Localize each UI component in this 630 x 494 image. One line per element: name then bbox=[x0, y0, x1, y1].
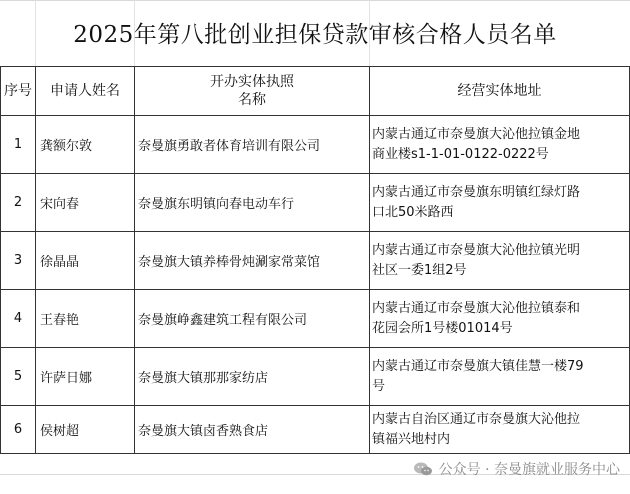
cell-address bbox=[370, 116, 630, 174]
cell-address bbox=[370, 232, 630, 290]
address-line2: 社区一委1组2号 bbox=[372, 262, 467, 278]
address-line2: 口北50米路西 bbox=[372, 204, 454, 220]
table-row bbox=[1, 290, 630, 348]
address-line1: 内蒙古通辽市奈曼旗大沁他拉镇金地 bbox=[372, 126, 581, 142]
address-line1: 内蒙古通辽市奈曼旗东明镇红绿灯路 bbox=[372, 184, 581, 200]
header-entity-line2: 名称 bbox=[238, 92, 266, 108]
address-line2: 镇福兴地村内 bbox=[372, 431, 451, 447]
cell-no: 4 bbox=[1, 290, 36, 348]
header-address: 经营实体地址 bbox=[370, 67, 630, 116]
cell-entity: 奈曼旗大镇养棒骨炖涮家常菜馆 bbox=[135, 232, 370, 290]
address-line2: 花园会所1号楼01014号 bbox=[372, 320, 513, 336]
address-line2: 商业楼s1-1-01-0122-0222号 bbox=[372, 146, 549, 162]
cell-address bbox=[370, 174, 630, 232]
header-entity-line1: 开办实体执照 bbox=[210, 74, 294, 90]
cell-entity: 奈曼旗峥鑫建筑工程有限公司 bbox=[135, 290, 370, 348]
table-row bbox=[1, 406, 630, 454]
address-line1: 内蒙古通辽市奈曼旗大沁他拉镇泰和 bbox=[372, 300, 581, 316]
cell-name: 许萨日娜 bbox=[36, 348, 135, 406]
cell-name: 龚额尔敦 bbox=[36, 116, 135, 174]
cell-no: 2 bbox=[1, 174, 36, 232]
grid-line-top bbox=[0, 0, 630, 1]
cell-entity: 奈曼旗东明镇向春电动车行 bbox=[135, 174, 370, 232]
watermark-text: 公众号 · 奈曼旗就业服务中心 bbox=[438, 462, 620, 478]
header-entity bbox=[135, 67, 370, 116]
cell-address bbox=[370, 406, 630, 454]
address-line2: 号 bbox=[372, 378, 386, 394]
address-line1: 内蒙古自治区通辽市奈曼旗大沁他拉 bbox=[372, 411, 581, 427]
cell-entity: 奈曼旗大镇卤香熟食店 bbox=[135, 406, 370, 454]
table-header-row bbox=[1, 67, 630, 116]
table-row bbox=[1, 232, 630, 290]
header-no: 序号 bbox=[1, 67, 36, 116]
cell-no: 3 bbox=[1, 232, 36, 290]
header-name: 申请人姓名 bbox=[36, 67, 135, 116]
cell-name: 徐晶晶 bbox=[36, 232, 135, 290]
watermark bbox=[413, 458, 620, 480]
cell-entity: 奈曼旗大镇那那家纺店 bbox=[135, 348, 370, 406]
cell-name: 王春艳 bbox=[36, 290, 135, 348]
cell-address bbox=[370, 290, 630, 348]
document-title: 2025年第八批创业担保贷款审核合格人员名单 bbox=[73, 22, 557, 48]
cell-entity: 奈曼旗勇敢者体育培训有限公司 bbox=[135, 116, 370, 174]
cell-name: 宋向春 bbox=[36, 174, 135, 232]
cell-name: 侯树超 bbox=[36, 406, 135, 454]
cell-address bbox=[370, 348, 630, 406]
cell-no: 1 bbox=[1, 116, 36, 174]
wechat-icon bbox=[413, 461, 433, 477]
table-row bbox=[1, 174, 630, 232]
cell-no: 6 bbox=[1, 406, 36, 454]
address-line1: 内蒙古通辽市奈曼旗大镇佳慧一楼79 bbox=[372, 358, 584, 374]
address-line1: 内蒙古通辽市奈曼旗大沁他拉镇光明 bbox=[372, 242, 581, 258]
cell-no: 5 bbox=[1, 348, 36, 406]
table-row bbox=[1, 348, 630, 406]
roster-table bbox=[0, 66, 630, 454]
table-row bbox=[1, 116, 630, 174]
